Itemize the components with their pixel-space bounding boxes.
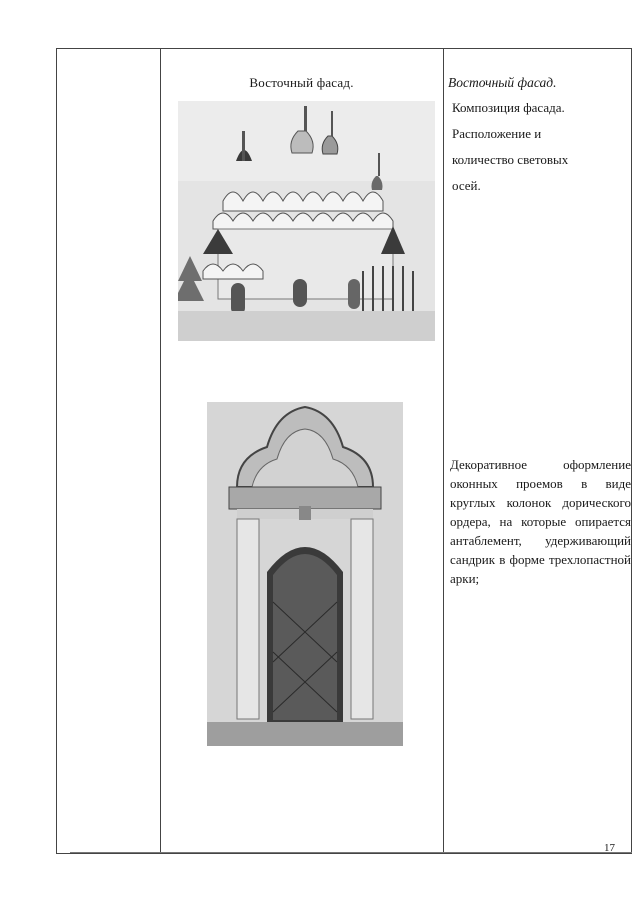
window-description: Декоративное оформление оконных проемов в виде круглых колонок дорического ордера, на которые опирается антаблемент, удерживающий сандрик в форме трехлопастной арки;: [450, 457, 631, 586]
composition-line: осей.: [452, 178, 481, 193]
facade-photo: [178, 101, 435, 341]
composition-line: Композиция фасада.: [452, 100, 565, 115]
composition-line: Расположение и: [452, 126, 542, 141]
page-number: 17: [604, 842, 615, 854]
footer-rule: [70, 852, 632, 853]
composition-line: количество световых: [452, 152, 569, 167]
composition-text: [452, 95, 632, 199]
window-photo: [207, 402, 403, 746]
column-divider-right: [443, 48, 444, 854]
description-title: Восточный фасад.: [448, 75, 557, 90]
column-divider-left: [160, 48, 161, 854]
facade-caption: Восточный фасад.: [249, 75, 354, 90]
